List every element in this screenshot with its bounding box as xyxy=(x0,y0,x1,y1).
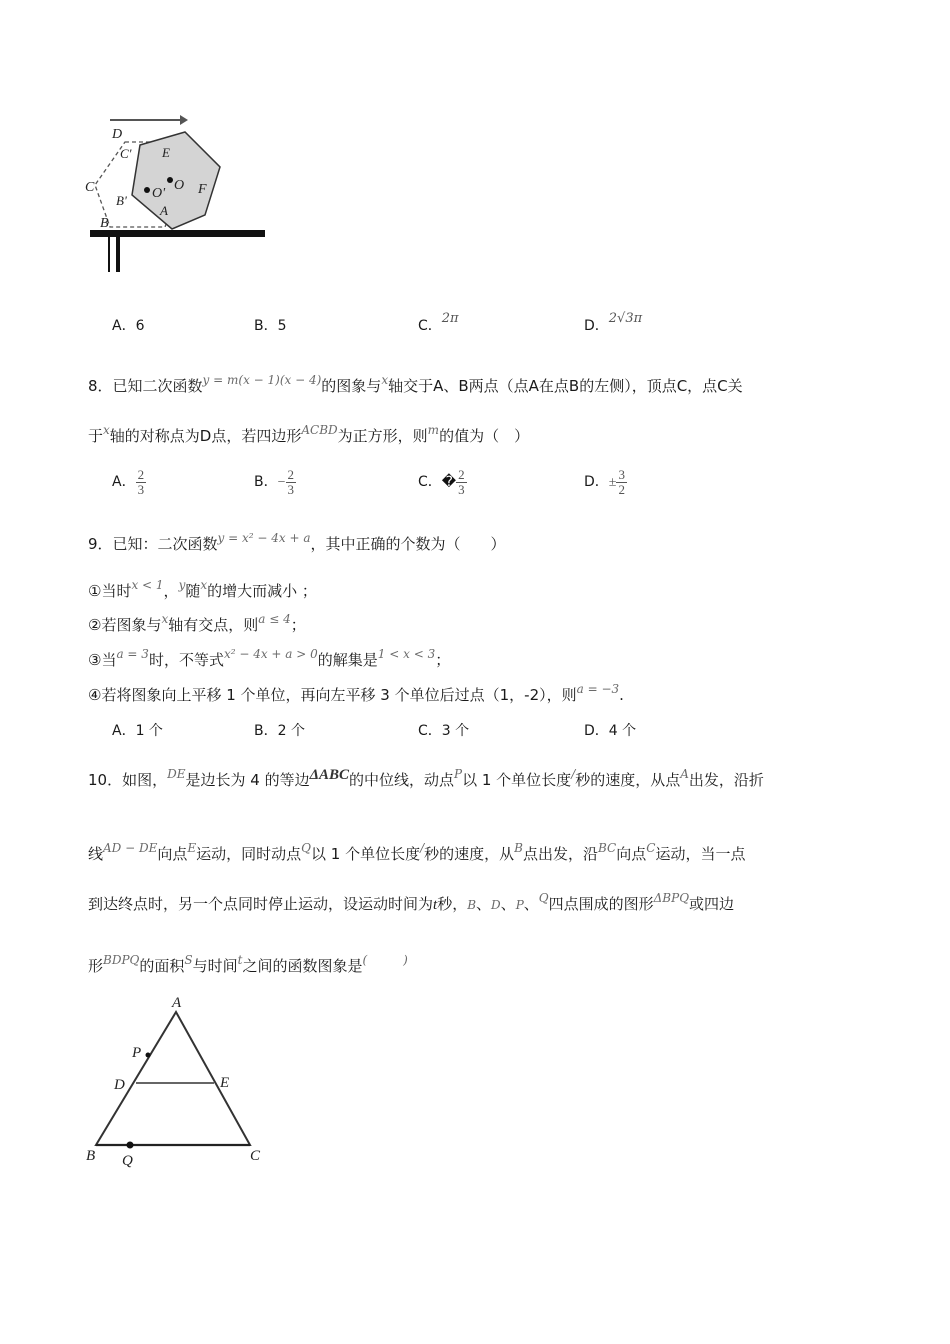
q10-text: 与时间 xyxy=(192,957,238,975)
q10-text: 秒， xyxy=(437,895,468,913)
q10-text: 向点 xyxy=(616,845,647,863)
q9-math: 1 < x < 3 xyxy=(377,647,436,661)
q10-text: 秒的速度，从点 xyxy=(575,771,681,789)
label-C: C xyxy=(250,1148,261,1164)
q9-text: ，其中正确的个数为（ ） xyxy=(310,535,506,553)
q8-option-d[interactable] xyxy=(584,462,627,503)
option-label: C． xyxy=(418,318,442,334)
q9-text: 的解集是 xyxy=(317,651,378,669)
q8-quad: ACBD xyxy=(301,423,338,437)
q9-text: ， xyxy=(163,582,179,600)
label-Q: Q xyxy=(122,1153,133,1169)
q10-line-2 xyxy=(88,843,745,866)
q10-math: P xyxy=(515,898,524,912)
label-A: A xyxy=(172,995,182,1011)
option-label: B． xyxy=(254,318,278,334)
q9-text: ②若图象与 xyxy=(88,616,162,634)
q10-math: B xyxy=(467,898,477,912)
label-E: E xyxy=(162,145,170,160)
q10-text: 、 xyxy=(500,895,516,913)
q10-text: 或四边 xyxy=(689,895,735,913)
label-C: C xyxy=(85,180,95,195)
q7-option-a[interactable] xyxy=(112,316,145,336)
q9-option-c[interactable]: C．3 个 xyxy=(418,723,470,739)
q9-option-d[interactable]: D．4 个 xyxy=(584,723,637,739)
ground-bar xyxy=(90,230,265,237)
q8-text: 8．已知二次函数 xyxy=(88,377,203,395)
label-C-prime: C' xyxy=(120,146,132,161)
label-O: O xyxy=(174,178,185,193)
sign: � xyxy=(441,475,457,490)
point-q xyxy=(127,1142,134,1149)
q10-text: 的中位线，动点 xyxy=(349,771,455,789)
option-value: 6 xyxy=(135,318,145,334)
option-label: D． xyxy=(584,318,609,334)
q10-text: 以 1 个单位长度 xyxy=(462,771,572,789)
q10-text: 是边长为 4 的等边 xyxy=(185,771,310,789)
q10-math: E xyxy=(187,841,197,855)
denominator: 2 xyxy=(618,481,625,497)
q10-text: 运动，同时动点 xyxy=(196,845,302,863)
q8-text: 于 xyxy=(88,427,104,445)
numerator: 3 xyxy=(618,466,625,482)
point-p xyxy=(146,1053,151,1058)
q10-math: C xyxy=(646,841,656,855)
q10-math: D xyxy=(491,898,501,912)
q10-line-3 xyxy=(88,893,734,916)
q8-text: 轴交于A、B两点（点A在点B的左侧），顶点C，点C关 xyxy=(388,377,743,395)
q7-option-c[interactable] xyxy=(418,311,459,337)
sign: ± xyxy=(608,475,617,490)
label-D: D xyxy=(114,1077,125,1093)
q10-text: 的面积 xyxy=(139,957,185,975)
q10-text: 运动，当一点 xyxy=(655,845,746,863)
numerator: 2 xyxy=(287,466,295,482)
q9-statement-1 xyxy=(88,580,317,603)
label-P: P xyxy=(132,1045,142,1061)
q10-math: BDPQ xyxy=(103,953,140,967)
fraction xyxy=(136,468,147,497)
sign: − xyxy=(277,475,286,490)
label-A: A xyxy=(160,203,168,218)
q8-text: 的值为（ ） xyxy=(439,427,530,445)
q9-statement-2 xyxy=(88,614,306,637)
q9-math: a = 3 xyxy=(116,647,149,661)
q10-math: A xyxy=(680,767,689,781)
q10-text: 之间的函数图象是 xyxy=(242,957,363,975)
point-o-prime xyxy=(144,187,150,193)
q10-math: t xyxy=(433,897,438,913)
q10-math: t xyxy=(237,953,243,967)
fraction xyxy=(616,468,627,497)
q9-text: 的增大而减小 ； xyxy=(207,582,317,600)
q9-text: 轴有交点，则 xyxy=(168,616,259,634)
q9-text: 9．已知：二次函数 xyxy=(88,535,218,553)
q8-formula: y = m(x − 1)(x − 4) xyxy=(202,373,322,387)
q8-text: 的图象与 xyxy=(321,377,382,395)
q8-line-2 xyxy=(88,425,529,448)
q9-option-a[interactable]: A．1 个 xyxy=(112,723,163,739)
q10-math: / xyxy=(420,841,425,855)
q9-math: x < 1 xyxy=(131,578,164,592)
q9-math: a = −3 xyxy=(576,682,620,696)
q10-text: 向点 xyxy=(157,845,188,863)
q8-option-a[interactable] xyxy=(112,462,146,502)
q8-text: 轴的对称点为D点，若四边形 xyxy=(109,427,302,445)
q10-math: Q xyxy=(301,841,312,855)
q10-text: 出发，沿折 xyxy=(688,771,764,789)
label-B: B xyxy=(100,216,109,231)
q10-text: 线 xyxy=(88,845,104,863)
denominator: 3 xyxy=(137,481,145,497)
q9-math: x xyxy=(161,612,169,626)
q9-text: 随 xyxy=(185,582,201,600)
q10-text: 到达终点时，另一个点同时停止运动，设运动时间为 xyxy=(88,895,434,913)
q8-var-x: x xyxy=(103,423,110,437)
label-O-prime: O' xyxy=(152,186,166,201)
label-D: D xyxy=(112,127,123,142)
q9-text: ③当 xyxy=(88,651,117,669)
q10-math: ) xyxy=(403,953,408,967)
q8-var-m: m xyxy=(427,423,440,437)
q7-option-b[interactable] xyxy=(254,316,287,336)
q9-text: ①当时 xyxy=(88,582,132,600)
q8-option-b[interactable] xyxy=(254,462,296,503)
motion-arrow-head xyxy=(180,115,188,125)
q10-math: B xyxy=(514,841,523,855)
q10-text: 形 xyxy=(88,957,104,975)
q9-text: ； xyxy=(290,616,306,634)
q10-text: 四点围成的图形 xyxy=(548,895,654,913)
option-label: B． xyxy=(254,474,278,490)
q10-text: 、 xyxy=(523,895,539,913)
q10-math: AD − DE xyxy=(103,841,158,855)
q10-math: / xyxy=(571,767,576,781)
rolling-hexagon-figure xyxy=(80,105,280,280)
q10-text: 点出发，沿 xyxy=(523,845,599,863)
q8-line-1 xyxy=(88,375,743,398)
q9-math: x² − 4x + a > 0 xyxy=(223,647,318,661)
q10-text: 10．如图， xyxy=(88,771,168,789)
q9-math: a ≤ 4 xyxy=(258,612,291,626)
q9-stem xyxy=(88,533,506,556)
q10-math: ΔBPQ xyxy=(653,891,690,905)
fraction xyxy=(286,468,297,497)
option-label: A． xyxy=(112,318,136,334)
q9-math: x xyxy=(200,578,208,592)
q10-text: 以 1 个单位长度 xyxy=(311,845,421,863)
label-B: B xyxy=(86,1148,96,1164)
q10-text: 秒的速度，从 xyxy=(424,845,515,863)
q10-math: ( xyxy=(362,953,368,967)
q10-math: BC xyxy=(598,841,617,855)
q10-math: Q xyxy=(538,891,549,905)
q9-text: ④若将图象向上平移 1 个单位，再向左平移 3 个单位后过点（1，-2），则 xyxy=(88,686,577,704)
triangle-figure xyxy=(80,990,280,1175)
q10-text: 、 xyxy=(476,895,492,913)
q10-math: S xyxy=(184,953,193,967)
q9-statement-4 xyxy=(88,684,624,707)
q10-line-1 xyxy=(88,769,764,792)
q9-text: ； xyxy=(435,651,451,669)
q9-text: 时，不等式 xyxy=(148,651,224,669)
q9-text: . xyxy=(619,686,624,704)
ground-post-inner xyxy=(110,237,116,272)
q8-option-c[interactable] xyxy=(418,462,467,503)
label-B-prime: B' xyxy=(116,193,127,208)
point-o xyxy=(167,177,173,183)
label-F: F xyxy=(198,182,207,197)
q7-option-d[interactable] xyxy=(584,311,643,337)
numerator: 2 xyxy=(137,466,145,482)
option-label: A． xyxy=(112,474,136,490)
numerator: 2 xyxy=(458,466,465,482)
q10-math: DE xyxy=(167,767,186,781)
q9-statement-3 xyxy=(88,649,450,672)
fraction xyxy=(456,468,467,497)
label-E: E xyxy=(220,1075,230,1091)
option-value: 2√3π xyxy=(608,311,643,326)
q10-math: ΔABC xyxy=(309,767,349,783)
q10-line-4 xyxy=(88,955,408,978)
q9-formula: y = x² − 4x + a xyxy=(217,531,311,545)
q8-var-x: x xyxy=(381,373,389,387)
q8-text: 为正方形，则 xyxy=(337,427,428,445)
q10-math: P xyxy=(454,767,463,781)
option-label: D． xyxy=(584,474,609,490)
denominator: 3 xyxy=(458,481,465,497)
option-value: 5 xyxy=(277,318,287,334)
option-label: C． xyxy=(418,474,442,490)
q9-option-b[interactable]: B．2 个 xyxy=(254,723,305,739)
q9-math: y xyxy=(178,578,186,592)
option-value: 2π xyxy=(441,311,459,326)
denominator: 3 xyxy=(287,481,295,497)
